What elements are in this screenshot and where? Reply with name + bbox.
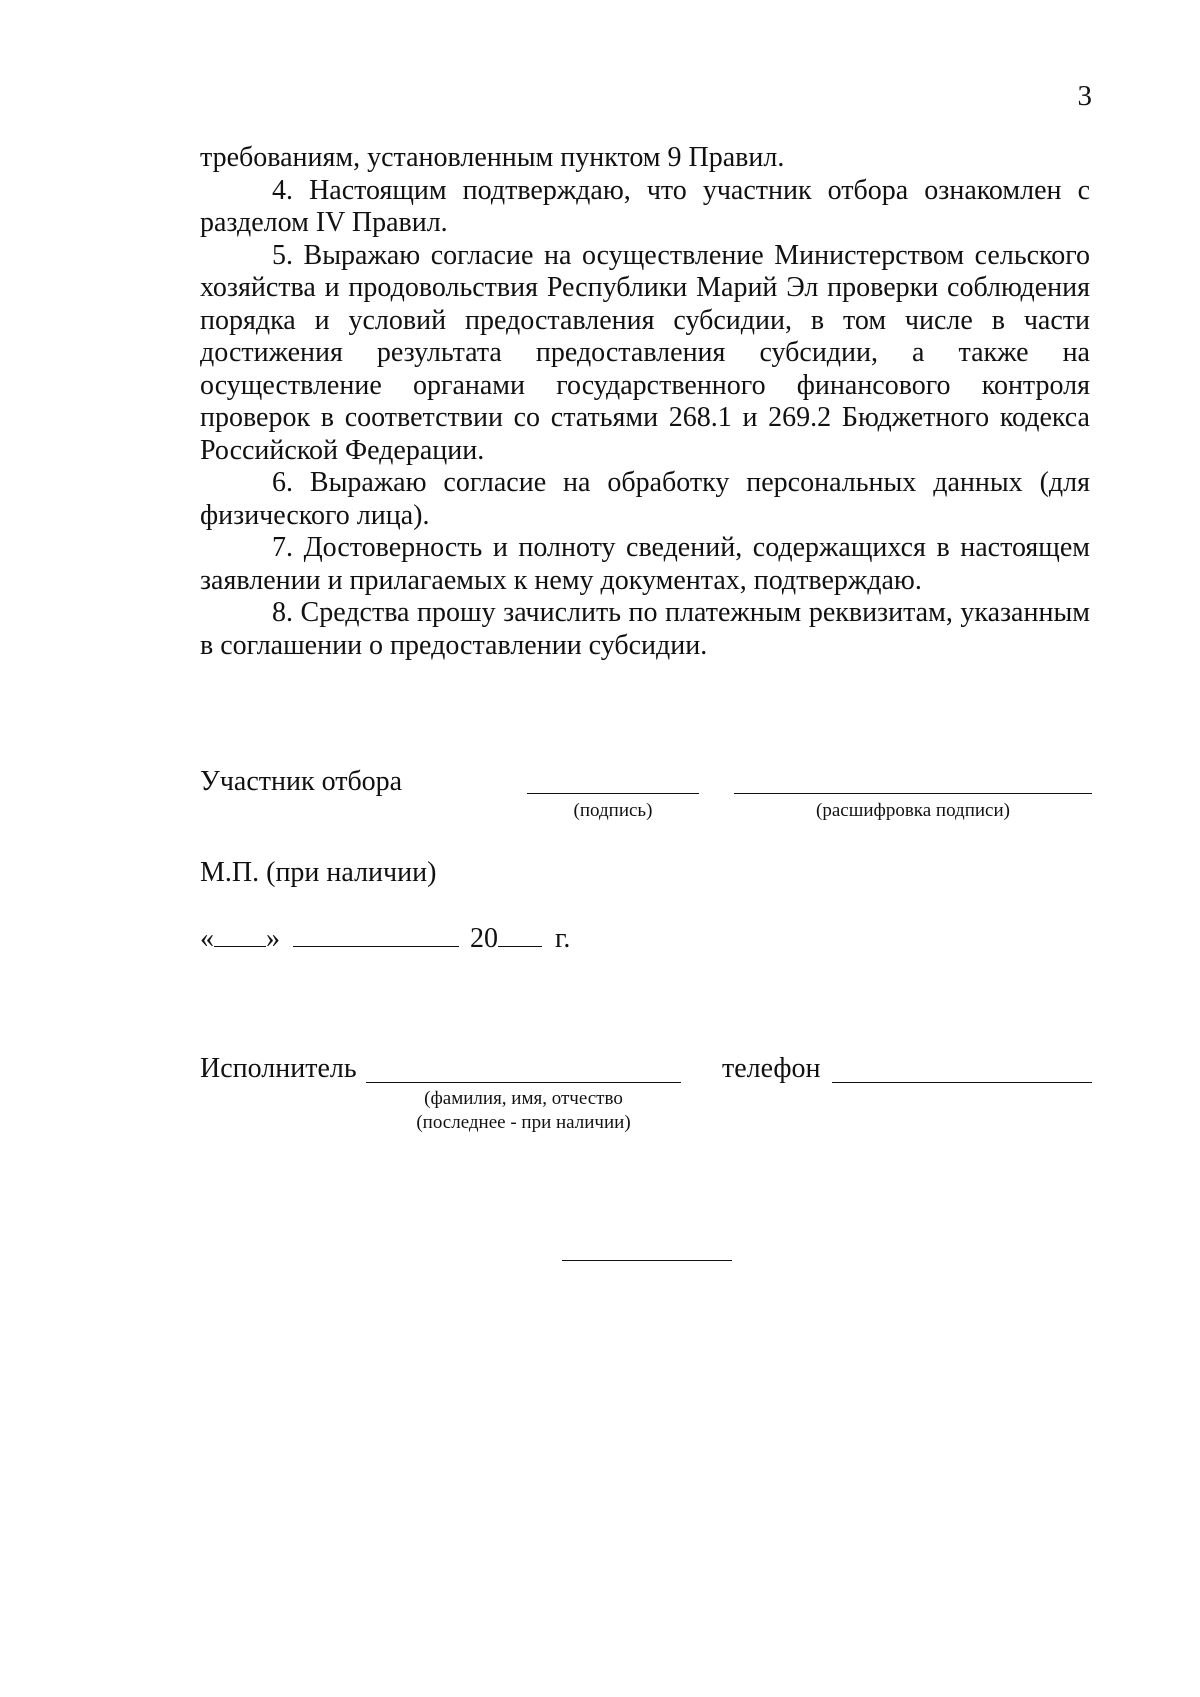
year-prefix: 20 <box>470 923 498 954</box>
date-open-quote: « <box>200 923 214 954</box>
paragraph-4: 4. Настоящим подтверждаю, что участник отбора ознакомлен с разделом IV Правил. <box>200 174 1090 238</box>
executor-name-line <box>366 1082 681 1083</box>
executor-caption-line1: (фамилия, имя, отчество <box>424 1088 623 1109</box>
participant-label: Участник отбора <box>200 766 403 797</box>
page-number: 3 <box>1077 80 1092 112</box>
date-close-quote: » <box>266 923 280 954</box>
closing-rule <box>562 1260 732 1261</box>
year-suffix: г. <box>555 923 571 954</box>
phone-line <box>832 1082 1092 1083</box>
paragraph-5: 5. Выражаю согласие на осуществление Министерством сельского хозяйства и продовольствия Республики Марий Эл проверки соблюдения порядка и условий предоставления субсидии, в том числе в части достижения результата предоставления субсидии, а также на осуществление органами государственного финансового контроля проверок в соответствии со статьями 268.1 и 269.2 Бюджетного кодекса Российской Федерации. <box>200 239 1090 466</box>
signature-decoding-caption: (расшифровка подписи) <box>816 800 1010 821</box>
paragraph-7: 7. Достоверность и полноту сведений, содержащихся в настоящем заявлении и прилагаемых к нему документах, подтверждаю. <box>200 532 1090 596</box>
day-blank <box>214 924 266 947</box>
seal-label: М.П. (при наличии) <box>200 857 437 888</box>
body-text <box>200 142 1090 662</box>
date-line <box>200 924 570 953</box>
paragraph-continuation: требованиям, установленным пунктом 9 Правил. <box>200 142 785 173</box>
executor-label: Исполнитель <box>200 1053 357 1084</box>
phone-label: телефон <box>722 1053 821 1084</box>
signature-caption: (подпись) <box>573 800 653 821</box>
signature-line <box>527 793 699 794</box>
executor-caption-line2: (последнее - при наличии) <box>416 1112 631 1133</box>
signature-decoding-line <box>734 793 1092 794</box>
paragraph-6: 6. Выражаю согласие на обработку персональных данных (для физического лица). <box>200 467 1090 531</box>
month-blank <box>293 924 459 947</box>
paragraph-8: 8. Средства прошу зачислить по платежным реквизитам, указанным в соглашении о предоставлении субсидии. <box>200 597 1090 661</box>
year-blank <box>498 924 542 947</box>
